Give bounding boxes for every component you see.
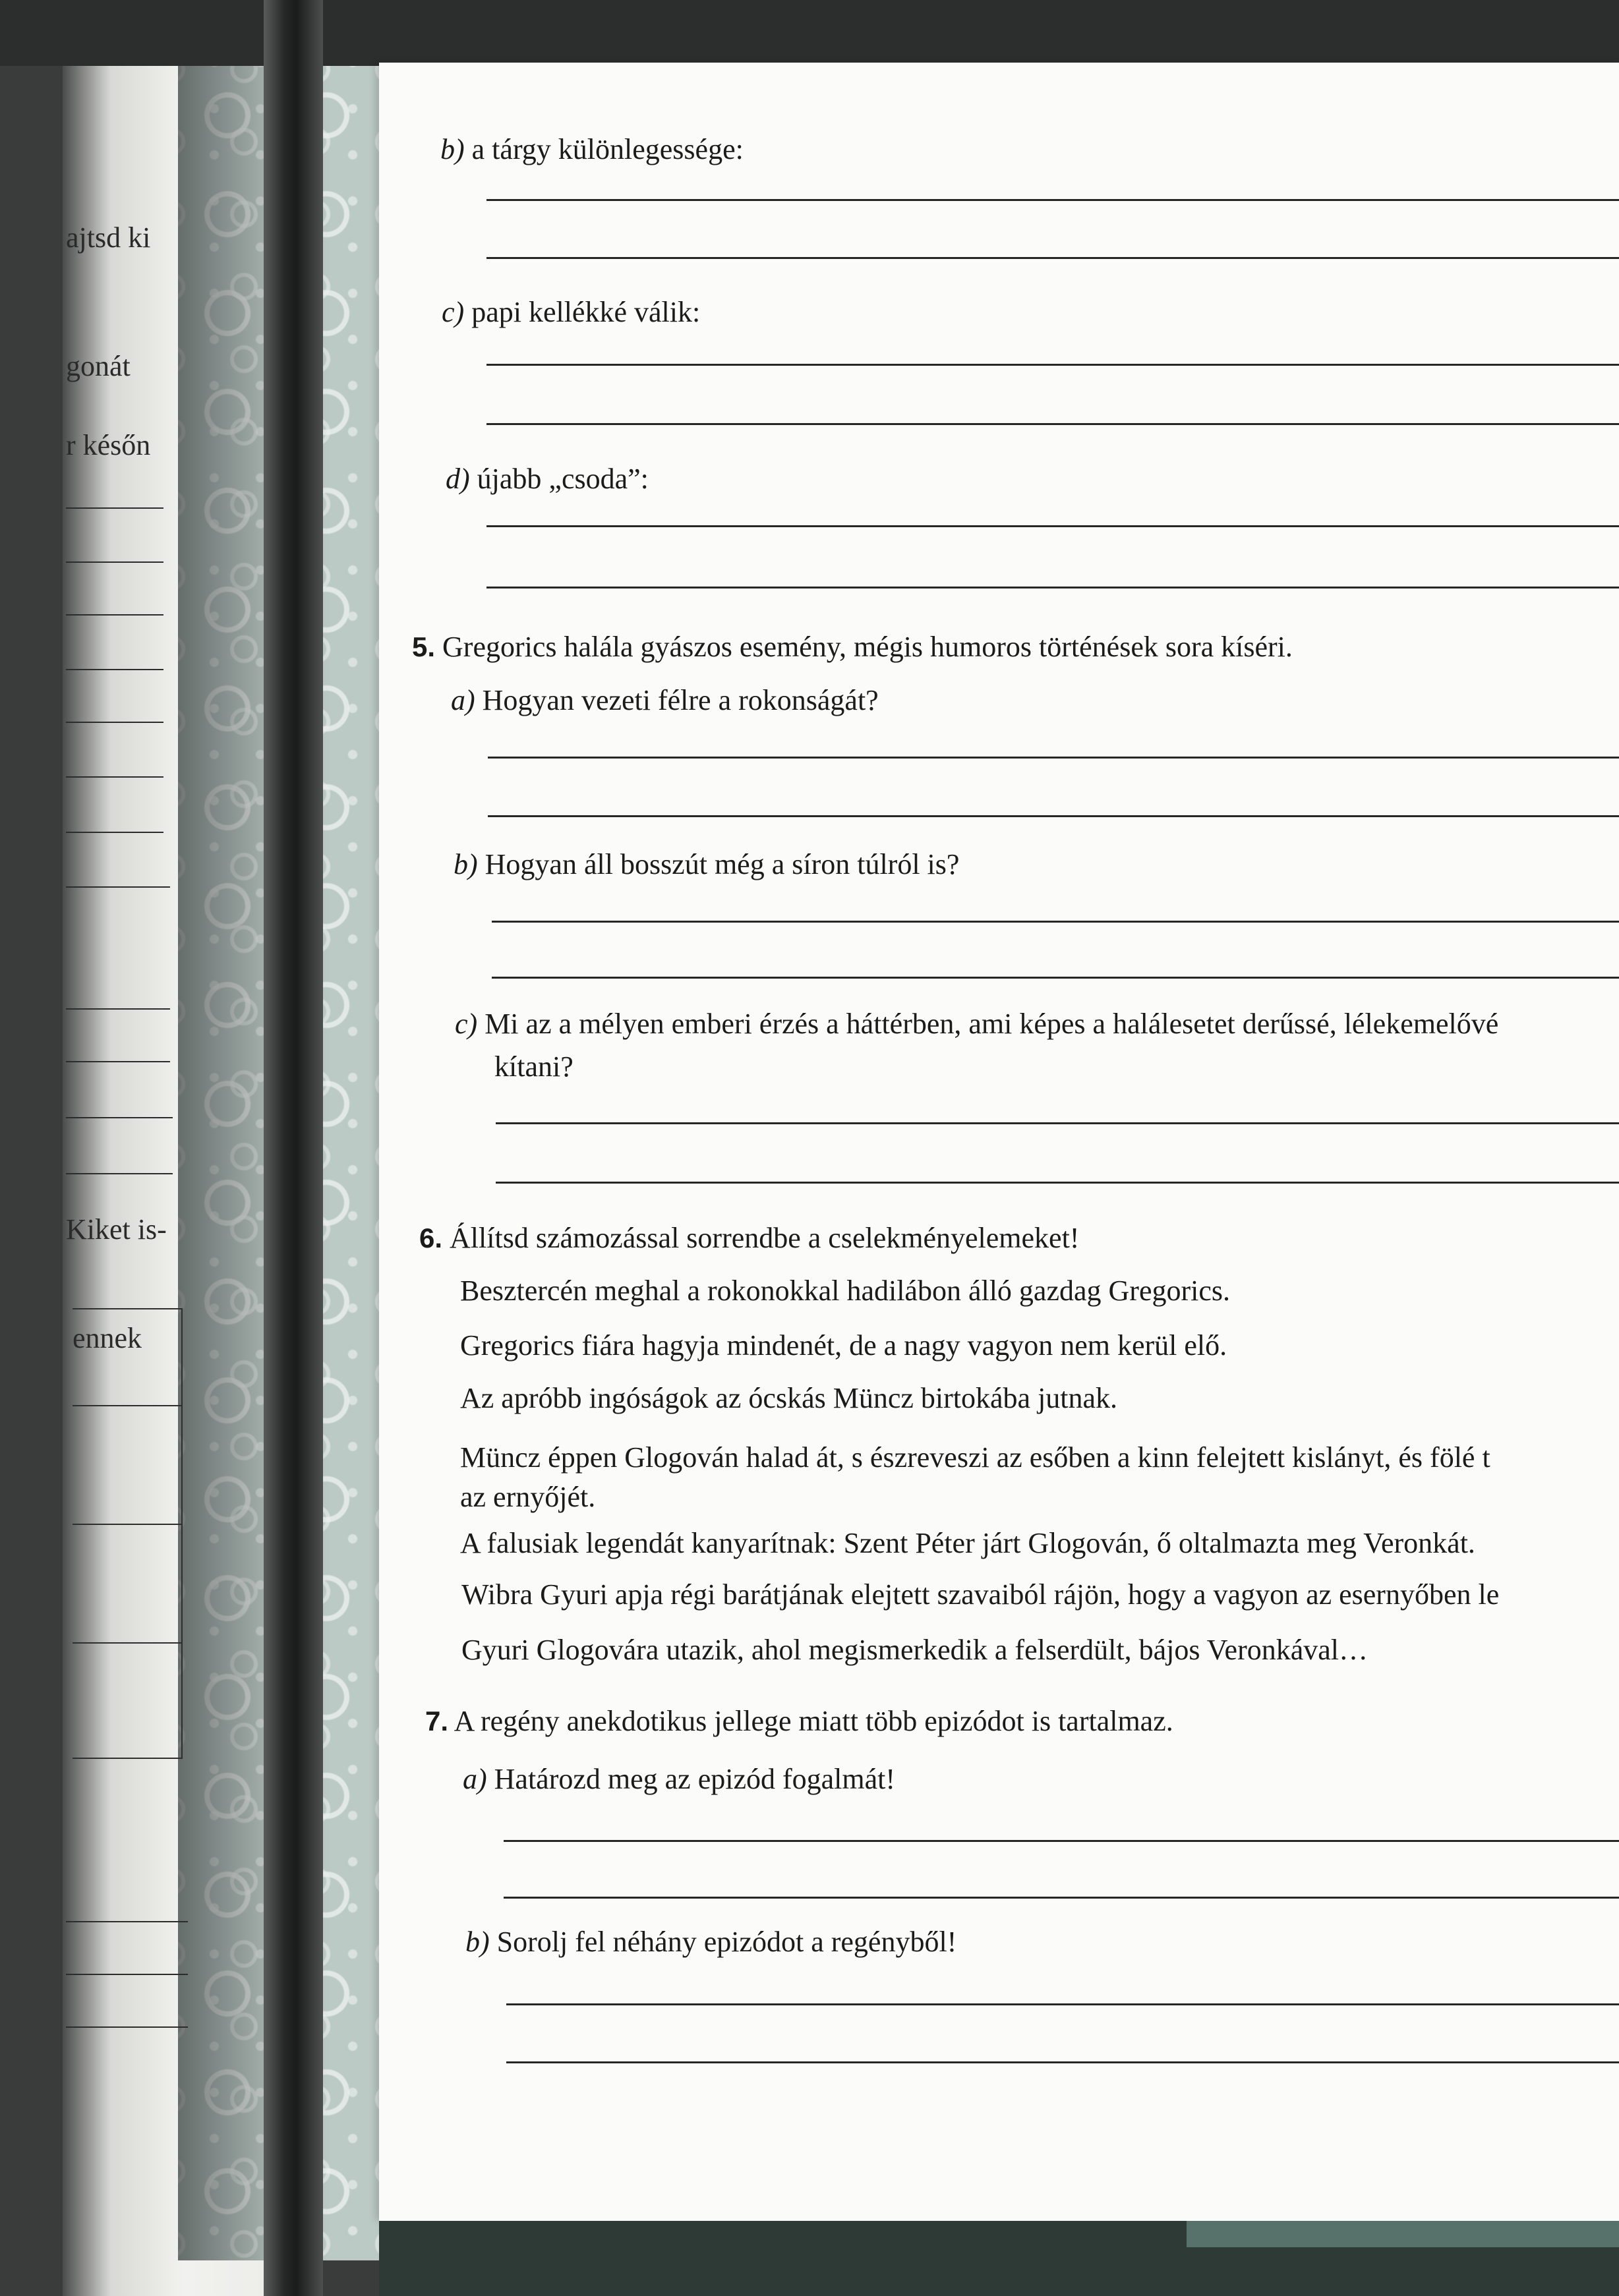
- q4-b-item: [440, 132, 744, 167]
- q7-title: A regény anekdotikus jellege miatt több epizódot is tartalmaz.: [454, 1705, 1173, 1737]
- left-table-row-divider: [73, 1405, 181, 1406]
- q7-a-letter: a): [463, 1763, 487, 1795]
- q5-b-item: [454, 847, 959, 882]
- q6-event-item: Gregorics fiára hagyja mindenét, de a nagy vagyon nem kerül elő.: [460, 1329, 1227, 1362]
- answer-line[interactable]: [504, 1840, 1619, 1842]
- left-answer-line: [66, 886, 170, 888]
- left-answer-line: [66, 1921, 188, 1922]
- q5-c-item: [455, 1006, 1498, 1042]
- q7-a-item: [463, 1762, 895, 1797]
- q6-heading: [419, 1220, 1079, 1256]
- q7-a-text: Határozd meg az epizód fogalmát!: [494, 1763, 896, 1795]
- left-answer-line: [66, 776, 163, 778]
- q4-b-letter: b): [440, 133, 465, 165]
- book-gutter: [264, 0, 323, 2296]
- answer-line[interactable]: [488, 757, 1619, 759]
- left-fragment-1: ajtsd ki: [66, 221, 151, 254]
- q4-c-letter: c): [442, 296, 465, 328]
- left-fragment-2: gonát: [66, 350, 131, 382]
- q4-c-item: [442, 295, 700, 330]
- left-answer-line: [66, 2026, 188, 2028]
- q4-d-text: újabb „csoda”:: [477, 463, 649, 495]
- q5-heading: [412, 629, 1293, 665]
- q4-d-item: [446, 461, 649, 497]
- left-answer-line: [66, 669, 163, 670]
- q5-b-text: Hogyan áll bosszút még a síron túlról is?: [485, 848, 960, 880]
- left-answer-line: [66, 1974, 188, 1975]
- q5-number: 5.: [412, 631, 436, 662]
- answer-line[interactable]: [486, 257, 1619, 259]
- left-answer-line: [66, 832, 163, 833]
- left-answer-line: [66, 722, 163, 723]
- q4-c-text: papi kellékké válik:: [471, 296, 701, 328]
- q7-heading: [425, 1704, 1173, 1739]
- left-answer-line: [66, 614, 163, 616]
- left-answer-line: [66, 561, 163, 563]
- left-fragment-5: ennek: [73, 1322, 142, 1354]
- q5-c-text-continued: kítani?: [494, 1050, 574, 1083]
- answer-line[interactable]: [492, 921, 1619, 923]
- q6-event-item: A falusiak legendát kanyarítnak: Szent Péter járt Glogován, ő oltalmazta meg Veronkát.: [460, 1527, 1475, 1559]
- q5-c-letter: c): [455, 1008, 478, 1040]
- answer-line[interactable]: [486, 525, 1619, 527]
- q7-b-item: [465, 1924, 957, 1960]
- q5-b-letter: b): [454, 848, 478, 880]
- q6-event-item: Besztercén meghal a rokonokkal hadilábon álló gazdag Gregorics.: [460, 1275, 1230, 1307]
- answer-line[interactable]: [506, 2003, 1619, 2005]
- q6-title: Állítsd számozással sorrendbe a cselekményelemeket!: [450, 1222, 1080, 1254]
- q4-b-text: a tárgy különlegessége:: [471, 133, 744, 165]
- q6-event-item: Müncz éppen Glogován halad át, s észreveszi az esőben a kinn felejtett kislányt, és fölé t: [460, 1441, 1490, 1474]
- answer-line[interactable]: [492, 977, 1619, 979]
- left-fragment-4: Kiket is-: [66, 1213, 167, 1246]
- book-cover-edge: [1187, 2221, 1619, 2247]
- answer-line[interactable]: [486, 364, 1619, 366]
- q5-a-item: [451, 683, 879, 718]
- left-fragment-3: r későn: [66, 429, 151, 461]
- answer-line[interactable]: [486, 199, 1619, 201]
- q6-event-item: Gyuri Glogovára utazik, ahol megismerkedik a felserdült, bájos Veronkával…: [461, 1634, 1369, 1666]
- q6-number: 6.: [419, 1222, 443, 1253]
- q6-event-item: Az apróbb ingóságok az ócskás Müncz birtokába jutnak.: [460, 1382, 1118, 1414]
- answer-line[interactable]: [504, 1897, 1619, 1899]
- q5-a-text: Hogyan vezeti félre a rokonságát?: [482, 684, 879, 716]
- answer-line[interactable]: [506, 2061, 1619, 2063]
- left-table-row-divider: [73, 1642, 181, 1644]
- q4-d-letter: d): [446, 463, 470, 495]
- q5-a-letter: a): [451, 684, 475, 716]
- q6-event-item: Wibra Gyuri apja régi barátjának elejtett szavaiból rájön, hogy a vagyon az esernyőben le: [461, 1578, 1500, 1611]
- answer-line[interactable]: [486, 423, 1619, 425]
- left-answer-line: [66, 507, 163, 509]
- q7-b-text: Sorolj fel néhány epizódot a regényből!: [496, 1926, 957, 1958]
- scanner-shadow-top: [0, 0, 1619, 66]
- left-answer-line: [66, 1008, 170, 1010]
- answer-line[interactable]: [496, 1182, 1619, 1184]
- q5-c-text: Mi az a mélyen emberi érzés a háttérben, ami képes a halálesetet derűssé, lélekemelővé: [485, 1008, 1499, 1040]
- answer-line[interactable]: [496, 1122, 1619, 1124]
- q7-b-letter: b): [465, 1926, 490, 1958]
- left-answer-line: [66, 1117, 173, 1118]
- left-table-row-divider: [73, 1524, 181, 1525]
- answer-line[interactable]: [488, 815, 1619, 817]
- left-answer-line: [66, 1061, 170, 1062]
- answer-line[interactable]: [486, 587, 1619, 588]
- q6-event-item-continued: az ernyőjét.: [460, 1481, 596, 1513]
- q5-title: Gregorics halála gyászos esemény, mégis humoros történések sora kíséri.: [442, 631, 1293, 663]
- left-answer-line: [66, 1173, 173, 1174]
- left-table: [73, 1308, 183, 1759]
- q7-number: 7.: [425, 1706, 449, 1736]
